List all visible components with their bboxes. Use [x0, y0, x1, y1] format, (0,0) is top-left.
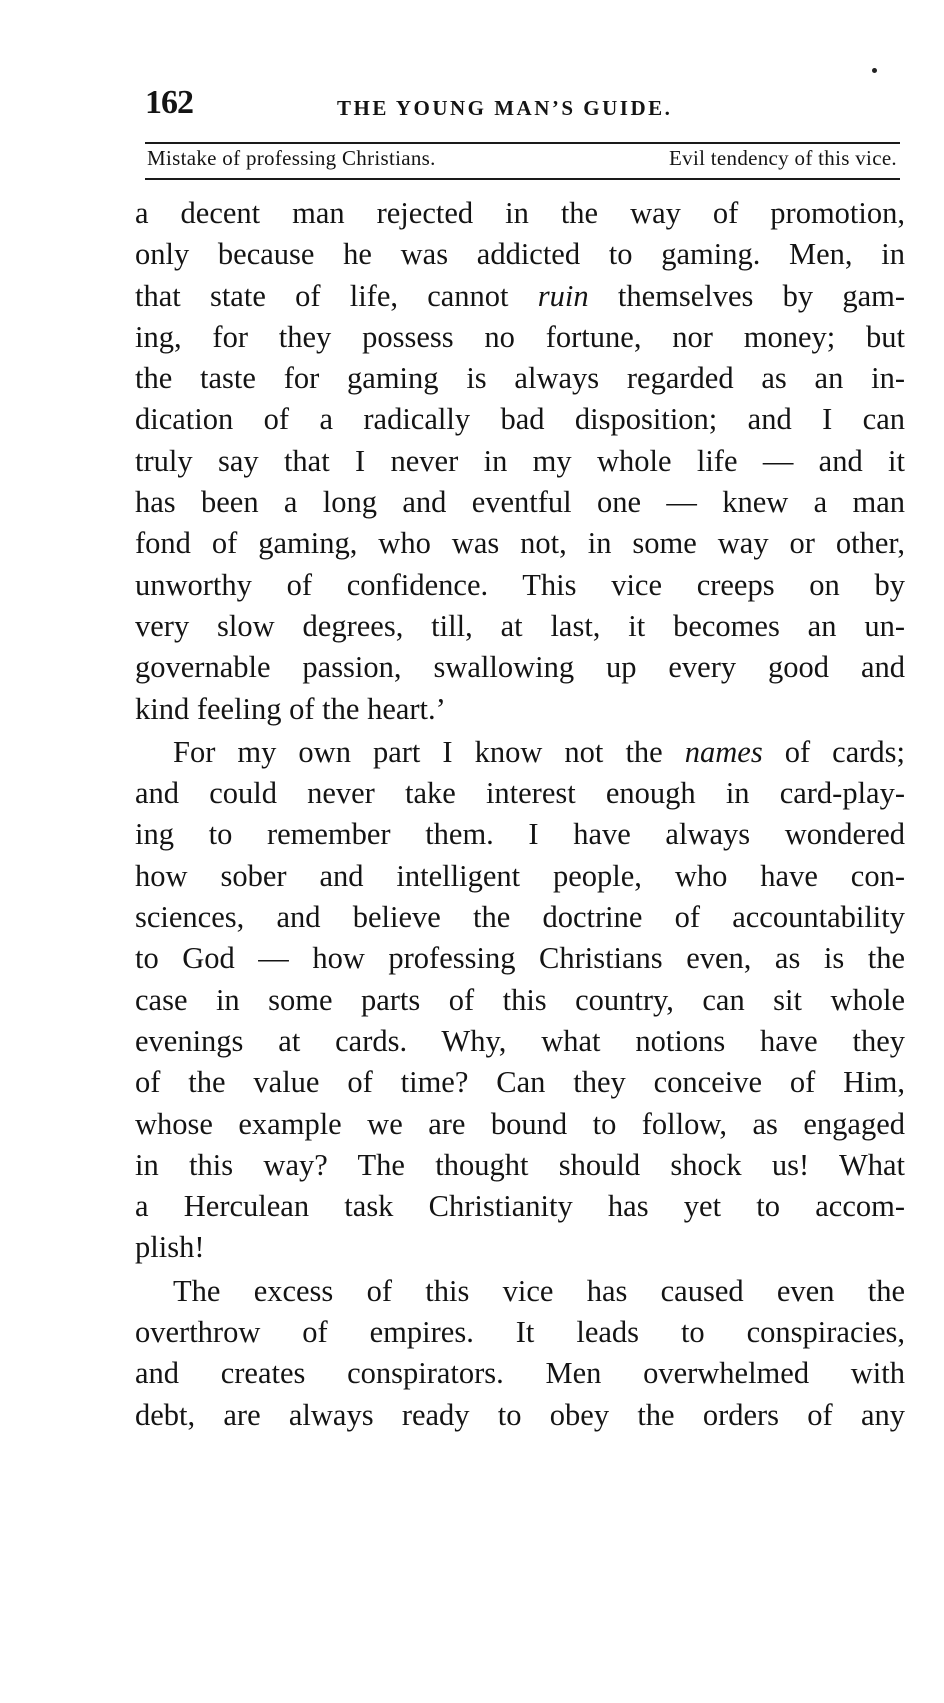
text-line: a decent man rejected in the way of promotion,	[135, 196, 905, 230]
text-line: the taste for gaming is always regarded as an in-	[135, 361, 905, 396]
text-line: The excess of this vice has caused even the	[173, 1273, 905, 1308]
text-line: kind feeling of the heart.’	[135, 691, 446, 726]
text-line: has been a long and eventful one — knew a man	[135, 485, 905, 520]
text-line: governable passion, swallowing up every good and	[135, 650, 905, 685]
text-line: plish!	[135, 1230, 205, 1265]
text-line: a Herculean task Christianity has yet to accom-	[135, 1189, 905, 1224]
subhead-left: Mistake of professing Christians.	[147, 146, 436, 170]
text-line: evenings at cards. Why, what notions have they	[135, 1023, 905, 1058]
body-text	[135, 193, 905, 1436]
paragraph	[135, 732, 905, 1269]
text-line: how sober and intelligent people, who have con-	[135, 858, 905, 893]
paragraph	[135, 193, 905, 730]
text-line: only because he was addicted to gaming. Men, in	[135, 237, 905, 272]
running-title: THE YOUNG MAN’S GUIDE.	[337, 96, 673, 120]
text-line: overthrow of empires. It leads to conspiracies,	[135, 1315, 905, 1350]
text-line: dication of a radically bad disposition; and I can	[135, 402, 905, 437]
text-line: in this way? The thought should shock us! What	[135, 1147, 905, 1182]
text-line: and creates conspirators. Men overwhelmed with	[135, 1356, 905, 1391]
text-line: of the value of time? Can they conceive of Him,	[135, 1065, 905, 1100]
text-line: and could never take interest enough in card-play-	[135, 776, 905, 811]
text-line: whose example we are bound to follow, as engaged	[135, 1106, 905, 1141]
text-line: fond of gaming, who was not, in some way or other,	[135, 526, 905, 561]
text-line: that state of life, cannot ruin themselves by gam-	[135, 278, 905, 313]
text-line: ing to remember them. I have always wondered	[135, 817, 905, 852]
text-line: unworthy of confidence. This vice creeps on by	[135, 567, 905, 602]
subhead-right: Evil tendency of this vice.	[669, 146, 897, 170]
text-line: to God — how professing Christians even, as is the	[135, 941, 905, 976]
text-line: very slow degrees, till, at last, it becomes an un-	[135, 608, 905, 643]
page-number: 162	[145, 84, 193, 121]
text-line: case in some parts of this country, can sit whole	[135, 982, 905, 1017]
ink-speck	[872, 68, 877, 73]
text-line: ing, for they possess no fortune, nor money; but	[135, 319, 905, 354]
text-line: debt, are always ready to obey the orders of any	[135, 1397, 905, 1432]
header-rule-top	[145, 142, 900, 144]
page-header	[145, 84, 900, 128]
text-line: truly say that I never in my whole life — and it	[135, 443, 905, 478]
header-rule-bottom	[145, 178, 900, 180]
text-line: For my own part I know not the names of cards;	[173, 734, 905, 769]
subheadings	[147, 146, 899, 176]
text-line: sciences, and believe the doctrine of accountability	[135, 900, 905, 935]
paragraph	[135, 1271, 905, 1436]
